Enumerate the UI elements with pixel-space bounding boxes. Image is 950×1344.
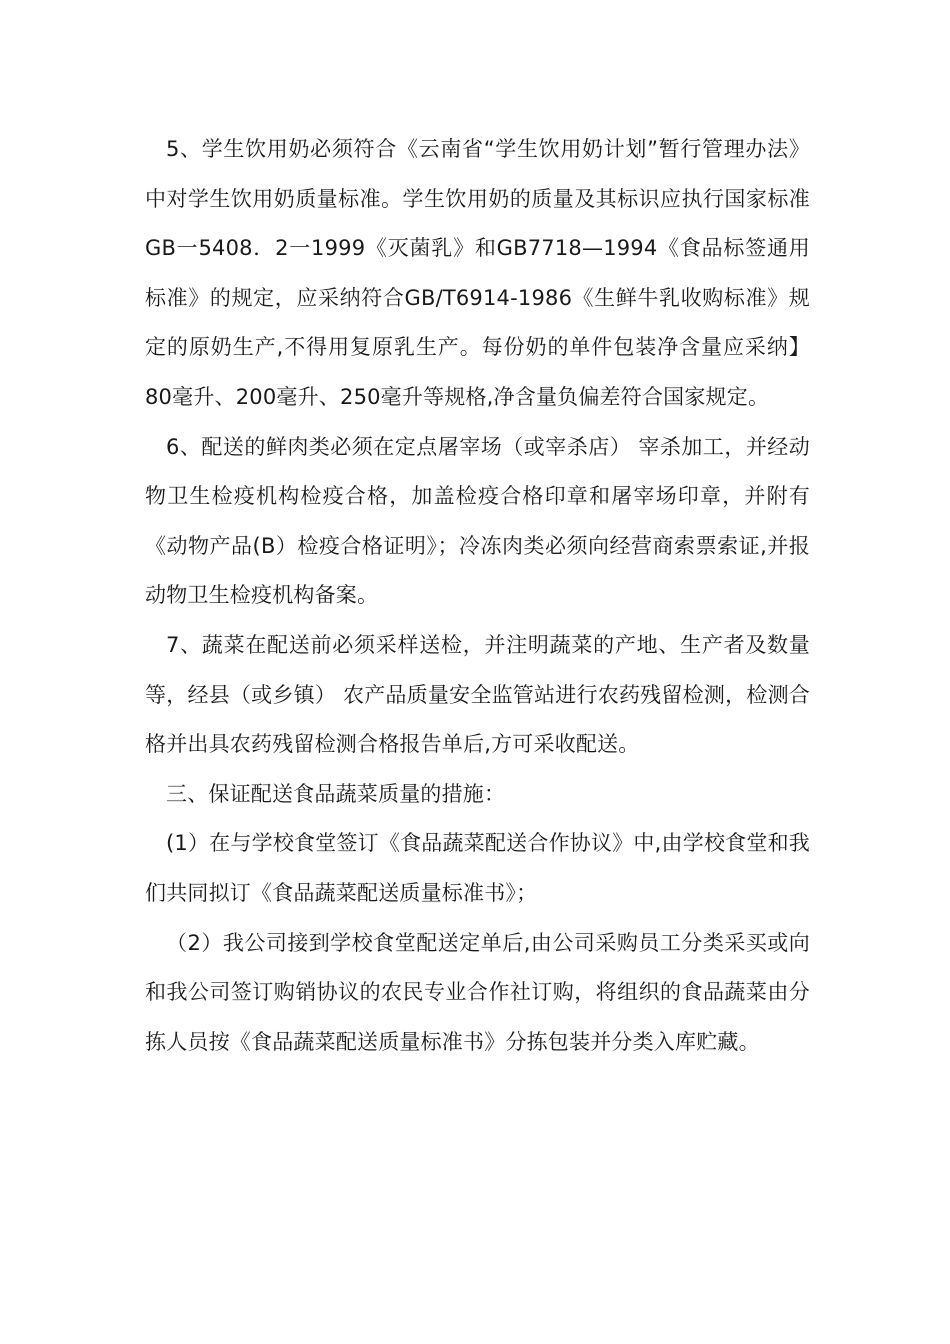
paragraph-measure-1: (1）在与学校食堂签订《食品蔬菜配送合作协议》中,由学校食堂和我们共同拟订《食品蔬菜配送质量标准书》； bbox=[145, 831, 810, 905]
paragraph-measure-2: （2）我公司接到学校食堂配送定单后,由公司采购员工分类采买或向和我公司签订购销协议的农民专业合作社订购，将组织的食品蔬菜由分拣人员按《食品蔬菜配送质量标准书》分拣包装并分类入库贮藏。 bbox=[145, 930, 810, 1054]
paragraph-vegetable-testing: 7、蔬菜在配送前必须采样送检，并注明蔬菜的产地、生产者及数量等，经县（或乡镇） 农产品质量安全监管站进行农药残留检测，检测合格并出具农药残留检测合格报告单后,方可采收配送。 bbox=[145, 632, 810, 757]
section-heading-quality-measures: 三、保证配送食品蔬菜质量的措施： bbox=[166, 781, 506, 806]
paragraph-milk-standard: 5、学生饮用奶必须符合《云南省“学生饮用奶计划”暂行管理办法》中对学生饮用奶质量标准。学生饮用奶的质量及其标识应执行国家标准GB一5408．2一1999《灭菌乳》和GB7718—1994《食品标签通用标准》的规定，应采纳符合GB/T6914-1986《生鲜牛乳收购标准》规定的原奶生产,不得用复原乳生产。每份奶的单件包装净含量应采纳】80毫升、200毫升、250毫升等规格,净含量负偏差符合国家规定。 bbox=[145, 137, 810, 409]
document-body bbox=[145, 125, 810, 1067]
paragraph-meat-inspection: 6、配送的鲜肉类必须在定点屠宰场（或宰杀店） 宰杀加工，并经动物卫生检疫机构检疫合格，加盖检疫合格印章和屠宰场印章，并附有《动物产品(B）检疫合格证明》；冷冻肉类必须向经营商索票索证,并报动物卫生检疫机构备案。 bbox=[145, 434, 810, 608]
